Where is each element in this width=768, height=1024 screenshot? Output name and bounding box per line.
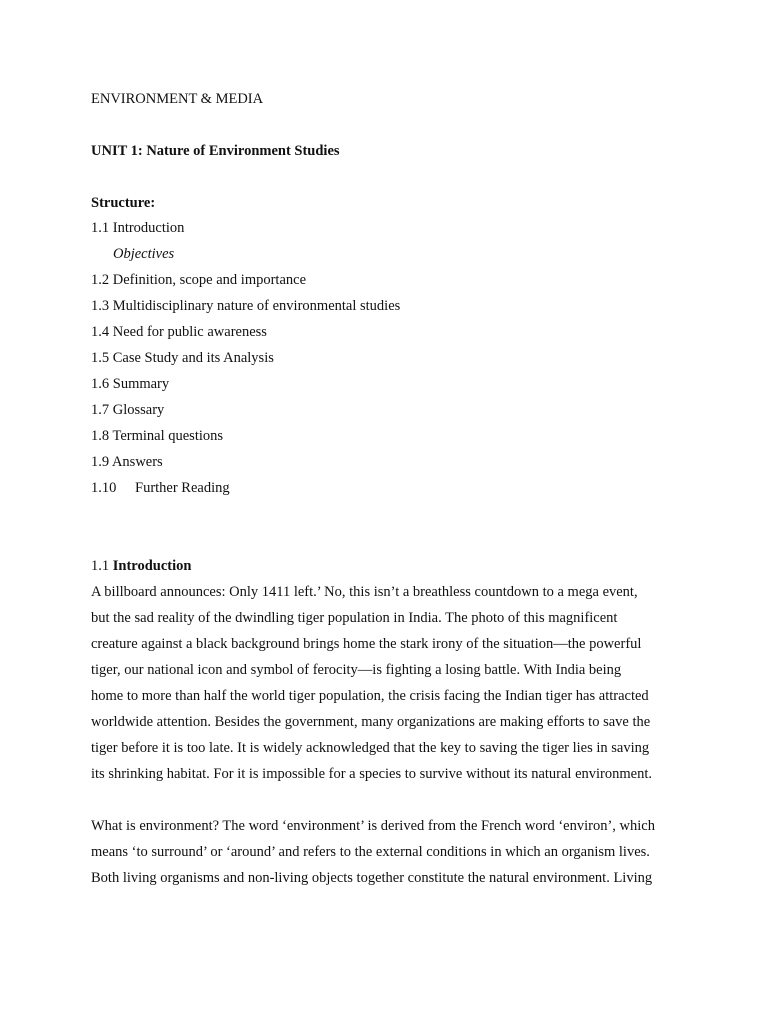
paragraph-line: tiger, our national icon and symbol of ferocity—is fighting a losing battle. With India being xyxy=(91,662,622,678)
paragraph-line: tiger before it is too late. It is widely acknowledged that the key to saving the tiger lies in saving xyxy=(91,740,650,756)
toc-number: 1.10 xyxy=(91,480,117,496)
paragraph-line: creature against a black background brings home the stark irony of the situation—the powerful xyxy=(91,636,642,652)
toc-item-multidisciplinary: 1.3 Multidisciplinary nature of environmental studies xyxy=(91,298,401,314)
section-number: 1.1 xyxy=(91,558,113,574)
paragraph-line: home to more than half the world tiger population, the crisis facing the Indian tiger has attracted xyxy=(91,688,649,704)
toc-item-terminal-questions: 1.8 Terminal questions xyxy=(91,428,224,444)
toc-item-public-awareness: 1.4 Need for public awareness xyxy=(91,324,267,340)
paragraph-line: A billboard announces: Only 1411 left.’ No, this isn’t a breathless countdown to a mega event, xyxy=(91,584,638,600)
paragraph-line: worldwide attention. Besides the government, many organizations are making efforts to save the xyxy=(91,714,651,730)
section-heading-introduction xyxy=(91,557,191,575)
paragraph-line: but the sad reality of the dwindling tiger population in India. The photo of this magnificent xyxy=(91,610,618,626)
toc-label: Further Reading xyxy=(135,480,230,496)
paragraph-line: Both living organisms and non-living objects together constitute the natural environment. Living xyxy=(91,870,653,886)
toc-item-introduction: 1.1 Introduction xyxy=(91,220,185,236)
unit-title: UNIT 1: Nature of Environment Studies xyxy=(91,143,340,159)
document-title: ENVIRONMENT & MEDIA xyxy=(91,91,264,107)
paragraph-line: its shrinking habitat. For it is impossible for a species to survive without its natural environment. xyxy=(91,766,652,782)
paragraph-line: means ‘to surround’ or ‘around’ and refers to the external conditions in which an organism lives. xyxy=(91,844,650,860)
toc-item-summary: 1.6 Summary xyxy=(91,376,170,392)
toc-item-definition: 1.2 Definition, scope and importance xyxy=(91,272,307,288)
structure-heading: Structure: xyxy=(91,195,156,211)
toc-item-glossary: 1.7 Glossary xyxy=(91,402,165,418)
toc-item-answers: 1.9 Answers xyxy=(91,454,163,470)
toc-item-case-study: 1.5 Case Study and its Analysis xyxy=(91,350,274,366)
toc-item-further-reading xyxy=(91,479,230,497)
section-title: Introduction xyxy=(112,558,192,574)
toc-item-objectives: Objectives xyxy=(113,246,175,262)
paragraph-line: What is environment? The word ‘environment’ is derived from the French word ‘environ’, which xyxy=(91,818,655,834)
